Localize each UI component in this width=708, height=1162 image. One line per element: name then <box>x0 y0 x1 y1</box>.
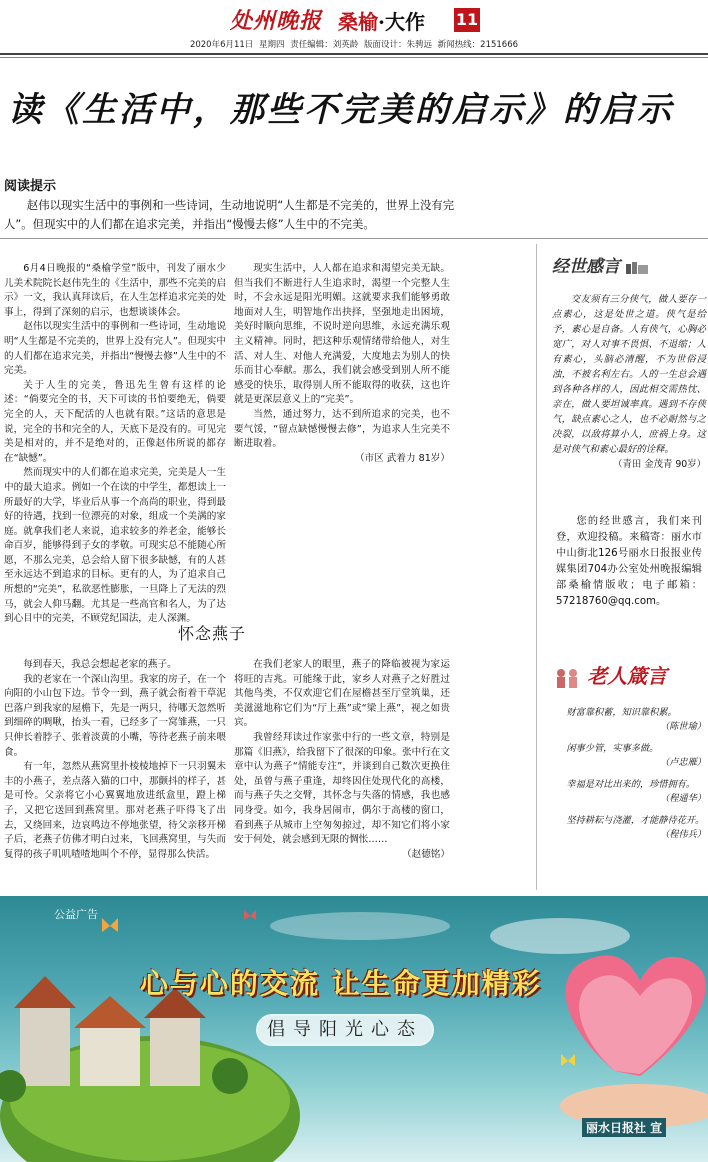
quote-item <box>548 742 706 770</box>
article2-para: 我的老家在一个深山沟里。我家的房子，在一个向阳的小山包下边。节令一到，燕子就会衔着干草泥巴落户到我家的屋檐下，先是一两只，待哪天忽然听到细碎的啁啾，抬头一看，已经多了一窝雏燕，一只只伸长着脖子、张着淡黄的小嘴，等待老燕子前来喂食。 <box>4 673 226 758</box>
article1-para: 赵伟以现实生活中的事例和一些诗词，生动地说明“人生都是不完美的，世界上没有完人”。但现实中的人们都在追求完美，并指出“慢慢去修”人生中的不完美。 <box>4 321 226 377</box>
quote-item <box>548 706 706 734</box>
article2-col-left <box>4 658 226 880</box>
sidebar-column-title-text: 经世感言 <box>552 257 620 277</box>
public-service-ad <box>0 896 708 1162</box>
quote-item <box>548 814 706 842</box>
section-part-2: 大作 <box>384 10 425 34</box>
headline: 读《生活中，那些不完美的启示》的启示 <box>8 90 674 130</box>
quote-author: （陈世瑜） <box>660 721 706 732</box>
books-icon <box>626 262 650 274</box>
ad-organization: 丽水日报社 宣 <box>582 1118 666 1137</box>
masthead <box>0 0 708 50</box>
elderly-couple-icon <box>554 667 580 689</box>
meta-bar <box>0 38 708 52</box>
ad-slogan: 心与心的交流 让生命更加精彩 <box>140 967 542 1000</box>
quote-item <box>548 778 706 806</box>
issue-weekday: 星期四 <box>259 40 285 50</box>
quote-author: （卢忠雁） <box>660 757 706 768</box>
section-name <box>338 6 425 35</box>
quote-section-title <box>554 660 667 689</box>
issue-date: 2020年6月11日 <box>189 40 254 50</box>
article1-para: 现实生活中，人人都在追求和渴望完美无缺。但当我们不断进行人生追求时，渴望一个完整人生时，不会永远是阳光明媚。这就要求我们能够勇敢地面对人生，明智地作出抉择，坚强地走出困境，美好时顺向思维，不说时逆向思维，永远充满乐观主义精神。同时，把这种乐观情绪带给他人，对生活、对人生、对他人充满爱，大度地去为别人的快乐而甘心奉献。那么，我们就会感受到别人所不能感受的快乐，取得别人所不能取得的收获，这也许就是更深层意义上的“完美”。 <box>234 263 450 406</box>
masthead-rule <box>0 53 708 55</box>
sidebar-essay-text: 交友须有三分侠气，做人要存一点素心，这是处世之道。侠气是给予，素心是自备。人有侠气，心胸必宽广，对人对事不畏惧、不退缩；人有素心，头脑必清醒，不为世俗浸浊，不被名利左右。人的一生总会遇到各种各样的人，因此相交需热忱、亲在，做人要坦诚率真。遇到不存侠气，缺点素心之人，也不必耐然与之决裂，以敌将算小人，庶祸上身。这是对侠气和素心最好的诠释。 <box>552 294 706 455</box>
news-hotline: 新闻热线：2151666 <box>437 40 519 50</box>
article1-col-right <box>234 262 450 592</box>
article1-para: 6月4日晚报的“桑榆学堂”版中，刊发了丽水少儿美术院院长赵伟先生的《生活中，那些不完美的启示》一文，我认真拜读后，在人生怎样追求完美的处事上，得到了深刻的启示，也想谈谈体会。 <box>4 263 226 318</box>
quote-text: 坚持耕耘与浇灌，才能静待花开。 <box>566 815 705 826</box>
submission-notice-text: 您的经世感言，我们来刊登，欢迎投稿。来稿寄：丽水市中山街北126号丽水日报报业传媒集团704办公室处州晚报编辑部桑榆情版收；电子邮箱：57218760@qq.com。 <box>556 516 702 607</box>
article1-para: 然而现实中的人们都在追求完美，完美是人一生中的最大追求。例如一个在读的中学生，都想读上一所最好的大学，毕业后从事一个高尚的职业，得到最好的待遇，找到一位漂亮的对象，组成一个美满的家庭。就拿我们老人来说，追求较多的养老金，能够长命百岁，能够得到子女的孝敬。可现实总不能随心所愿，不那么完美，总会给人留下很多缺憾，有的人甚至永远达不到追求的目标。更有的人，为了追求自己所想的“完美”，私欲恶性膨胀，一旦降上了无法的烈马，就会人仰马翻。尤其是一些高官和名人，为了达到心目中的完美，不顾党纪国法，走人深渊。 <box>4 467 226 625</box>
quote-list <box>548 706 706 850</box>
sidebar-column-title <box>552 252 650 277</box>
section-part-1: 桑榆 <box>338 10 378 34</box>
editor-credit: 责任编辑：刘英龄 <box>290 40 359 50</box>
designer-credit: 版面设计：朱骋远 <box>363 40 432 50</box>
article1-para: 当然，通过努力，达不到所追求的完美，也不要气馁，“留点缺憾慢慢去修”，为追求人生完美不断进取着。 <box>234 408 450 450</box>
article2-para: 在我们老家人的眼里，燕子的降临被视为家运将旺的吉兆。可能缘于此，家乡人对燕子之好胜过其他鸟类，不仅欢迎它们在屋檐甚至厅堂筑巢，还美滋滋地称它们为“厅上燕”或“梁上燕”，视之如贵宾。 <box>234 659 450 729</box>
ad-label: 公益广告 <box>54 908 98 921</box>
quote-text: 幸福是对比出来的，珍惜拥有。 <box>566 779 696 790</box>
section-divider <box>0 238 708 239</box>
article2-para: 有一年，忽然从燕窝里扑棱棱地掉下一只羽翼未丰的小燕子，差点落入猫的口中，那颤抖的样子，甚是可怜。父亲将它小心翼翼地放进纸盒里，蹬上梯子，又把它送回到燕窝里。那对老燕子吓得飞了出去，又绕回来，边哀鸣边不停地张望，待父亲移开梯子后，老燕子仿佛才明白过来，飞回燕窝里，与失而复得的孩子叽叽喳喳地叫个不停，显得那么快活。 <box>4 761 226 860</box>
article1-para: 关于人生的完美，鲁迅先生曾有这样的论述：“倘要完全的书，天下可读的书怕要绝无，倘要完全的人，天下配活的人也就有限。”这话的意思是说，完全的书和完全的人，天底下是没有的。可见完美是相对的，并不是绝对的，正像赵伟所说的都存在“缺憾”。 <box>4 379 226 464</box>
ad-subtitle: 倡导阳光心态 <box>256 1014 434 1046</box>
article1-byline: （市区 武着力 81岁） <box>354 452 450 464</box>
sidebar-essay <box>552 292 706 472</box>
quote-text: 闲事少管，实事多做。 <box>566 743 659 754</box>
quote-author: （程通华） <box>660 793 706 804</box>
article1-col-left <box>4 262 226 625</box>
article2-para: 每到春天，我总会想起老家的燕子。 <box>23 659 177 670</box>
column-divider <box>536 244 537 890</box>
article2-col-right <box>234 658 450 882</box>
reading-tip-label: 阅读提示 <box>4 179 57 194</box>
article2-byline: （赵德铭） <box>402 848 450 860</box>
article2-title: 怀念燕子 <box>178 624 247 643</box>
submission-notice <box>556 514 702 610</box>
quote-author: （程伟兵） <box>660 829 706 840</box>
quote-section-title-text: 老人箴言 <box>586 664 667 688</box>
reading-tip-text: 赵伟以现实生活中的事例和一些诗词，生动地说明“人生都是不完美的，世界上没有完人”。但现实中的人们都在追求完美，并指出“慢慢去修”人生中的不完美。 <box>4 198 455 231</box>
sidebar-essay-author: （青田 金茂青 90岁） <box>613 459 706 470</box>
paper-name: 处州晚报 <box>230 8 323 34</box>
masthead-rule-thin <box>0 57 708 58</box>
page-number: 11 <box>454 8 480 32</box>
section-separator: · <box>378 10 385 34</box>
article2-para: 我曾经拜读过作家张中行的一些文章，特别是那篇《旧燕》，给我留下了很深的印象。张中行在文章中认为燕子“情能专注”，并谈到自己数次更换住处，虽曾与燕子重逢，却终因住处现代化的高楼，而与燕子失之交臂，其怀念与失落的情感，我也感同身受。如今，我身居闹市，偶尔于高楼的窗口，看到燕子从城市上空匆匆掠过，却不知它们将小家安于何处，就会感到无限的惆怅…… <box>234 731 450 846</box>
quote-text: 财富靠积蓄，知识靠积累。 <box>566 707 677 718</box>
